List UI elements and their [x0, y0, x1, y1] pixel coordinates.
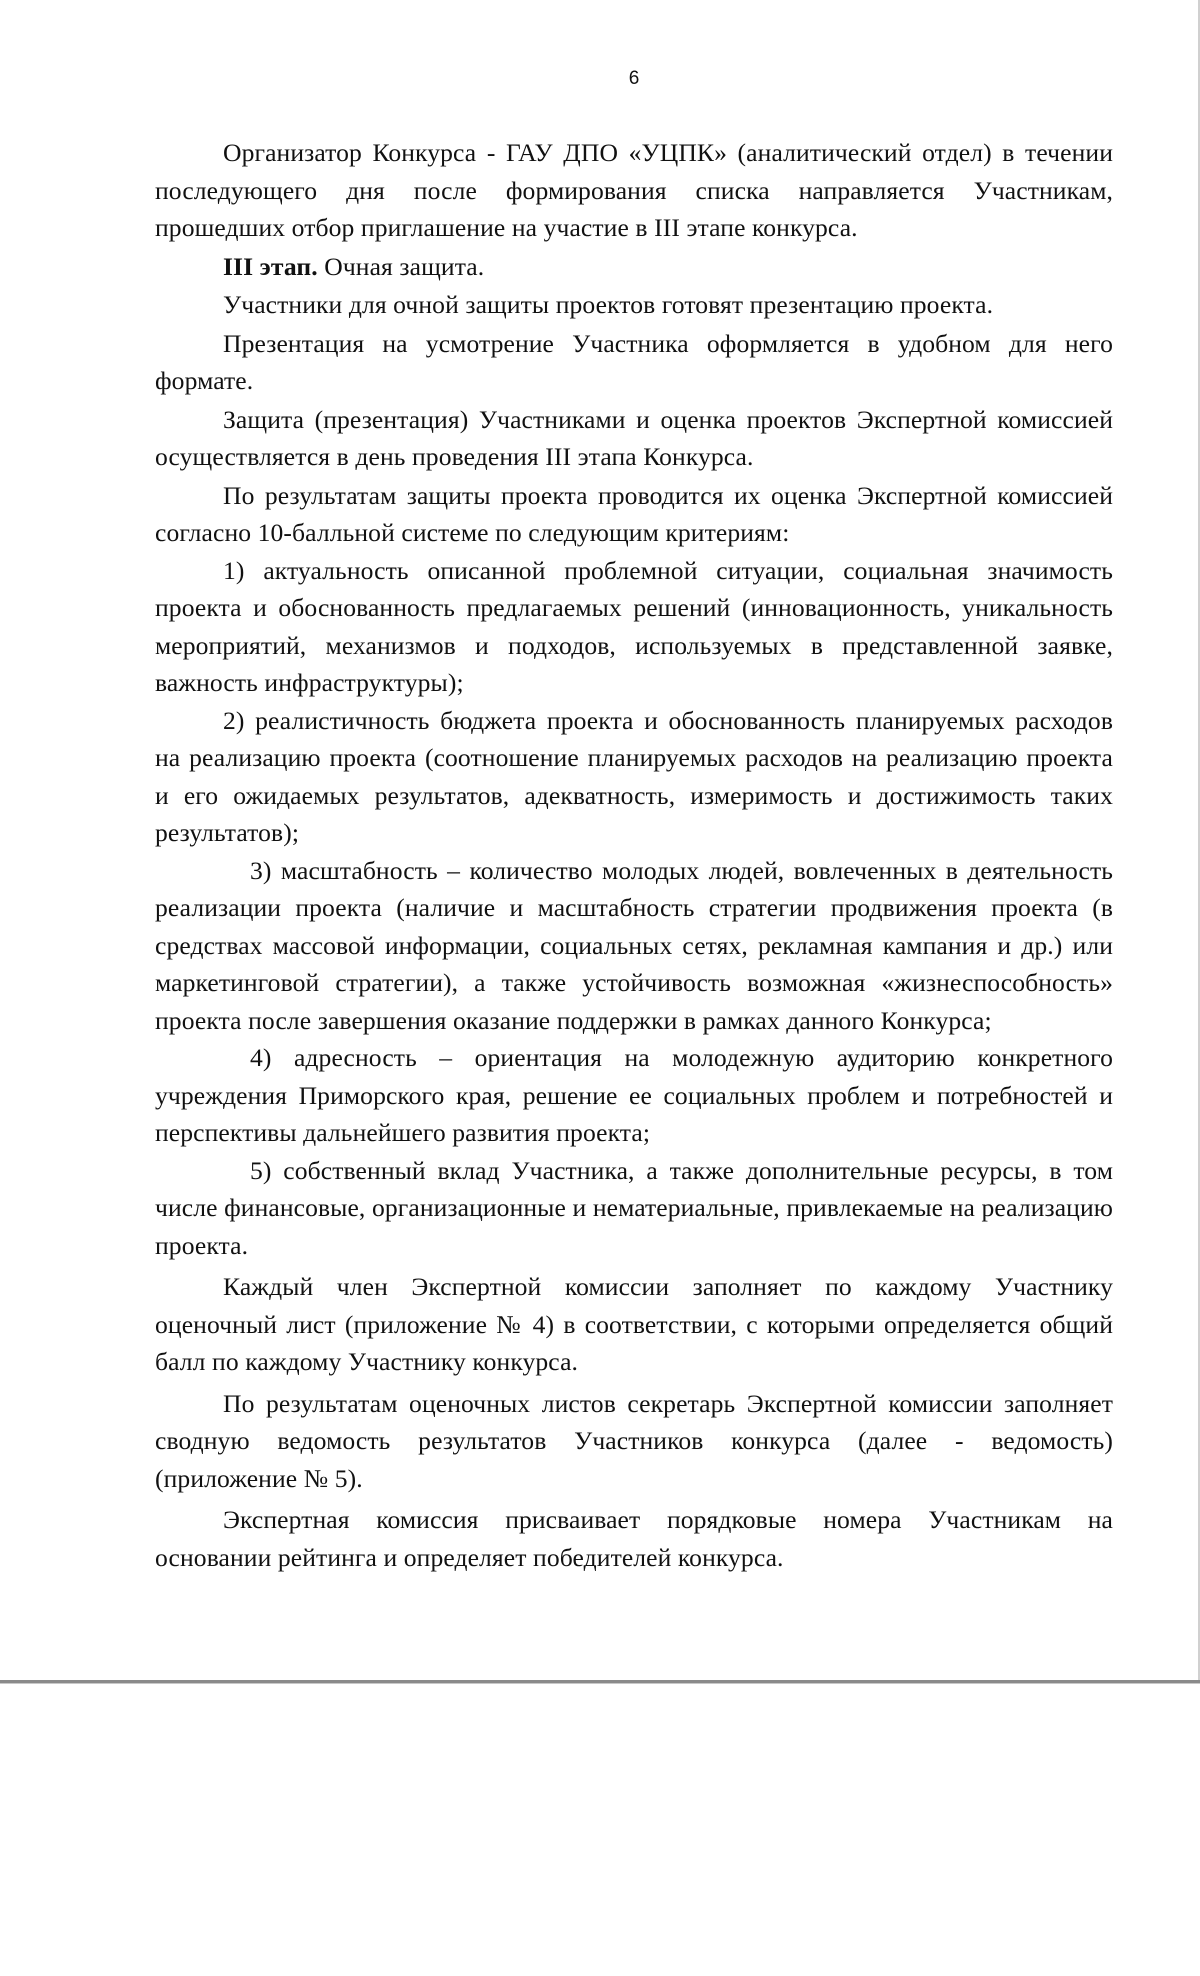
- scan-page-bottom-edge: [0, 1680, 1200, 1683]
- criterion-item-5: 5) собственный вклад Участника, а также дополнительные ресурсы, в том числе финансовые, организационные и нематериальные, привлекаемые на реализацию проекта.: [155, 1155, 1113, 1260]
- paragraph-evaluation-sheet: Каждый член Экспертной комиссии заполняет по каждому Участнику оценочный лист (приложение № 4) в соответствии, с которыми определяется общий балл по каждому Участнику конкурса.: [155, 1272, 1113, 1376]
- criterion-item-1: 1) актуальность описанной проблемной ситуации, социальная значимость проекта и обоснованность предлагаемых решений (инновационность, уникальность мероприятий, механизмов и подходов, используемых в представленной заявке, важность инфраструктуры);: [155, 555, 1113, 697]
- criterion-item-3: 3) масштабность – количество молодых людей, вовлеченных в деятельность реализации проекта (наличие и масштабность стратегии продвижения проекта (в средствах массовой информации, социальных сетях, рекламная кампания и др.) или маркетинговой стратегии), а также устойчивость возможная «жизнеспособность» проекта после завершения оказание поддержки в рамках данного Конкурса;: [155, 855, 1113, 1035]
- paragraph-stage-three: [155, 248, 1113, 286]
- paragraph-ranking: Экспертная комиссия присваивает порядковые номера Участникам на основании рейтинга и определяет победителей конкурса.: [155, 1505, 1113, 1572]
- paragraph-presentation-format: Презентация на усмотрение Участника оформляется в удобном для него формате.: [155, 328, 1113, 395]
- paragraph-defense: Защита (презентация) Участниками и оценка проектов Экспертной комиссией осуществляется в день проведения III этапа Конкурса.: [155, 404, 1113, 471]
- document-body: [155, 134, 1113, 1576]
- paragraph-presentation-prep: Участники для очной защиты проектов готовят презентацию проекта.: [223, 290, 994, 319]
- stage-three-text: Очная защита.: [317, 251, 485, 281]
- paragraph-organizer: Организатор Конкурса - ГАУ ДПО «УЦПК» (аналитический отдел) в течении последующего дня после формирования списка направляется Участникам, прошедших отбор приглашение на участие в III этапе конкурса.: [155, 138, 1113, 242]
- page-number: 6: [628, 68, 640, 89]
- criterion-item-4: 4) адресность – ориентация на молодежную аудиторию конкретного учреждения Приморского края, решение ее социальных проблем и потребностей и перспективы дальнейшего развития проекта;: [155, 1043, 1113, 1147]
- paragraph-evaluation-intro: По результатам защиты проекта проводится их оценка Экспертной комиссией согласно 10-балльной системе по следующим критериям:: [155, 480, 1113, 547]
- paragraph-summary-sheet: По результатам оценочных листов секретарь Экспертной комиссии заполняет сводную ведомость результатов Участников конкурса (далее - ведомость) (приложение № 5).: [155, 1388, 1113, 1493]
- stage-three-heading: III этап.: [223, 251, 318, 281]
- criterion-item-2: 2) реалистичность бюджета проекта и обоснованность планируемых расходов на реализацию проекта (соотношение планируемых расходов на реализацию проекта и его ожидаемых результатов, адекватность, измеримость и достижимость таких результатов);: [155, 705, 1113, 847]
